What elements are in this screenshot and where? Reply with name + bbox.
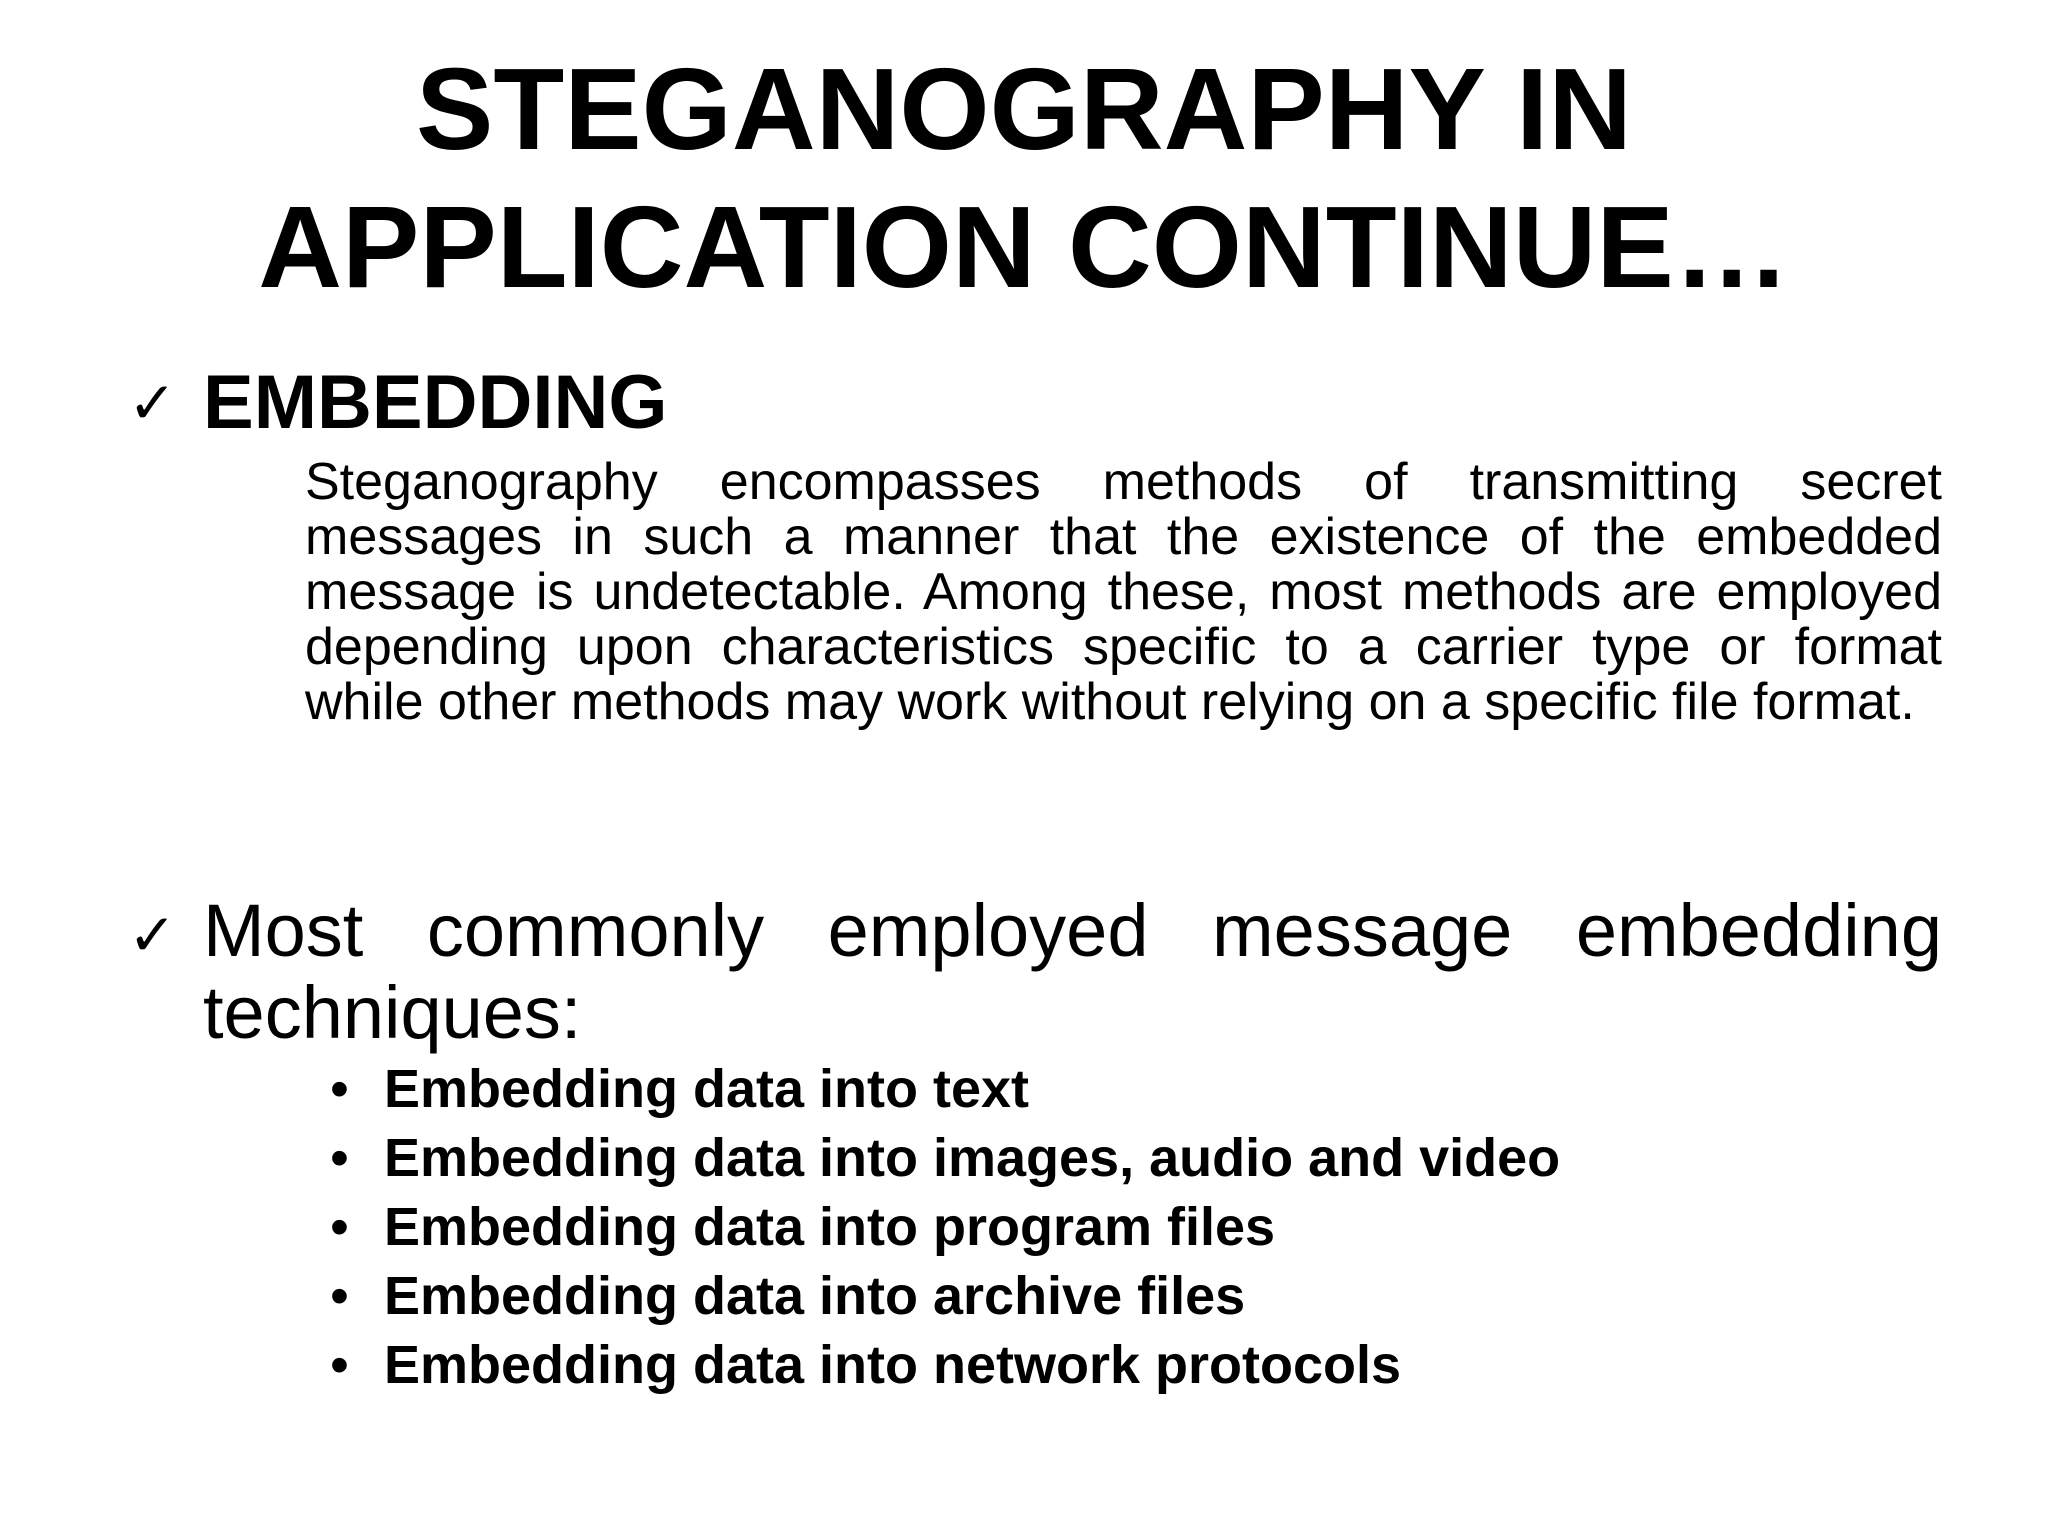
list-item-label: Embedding data into network protocols — [384, 1335, 1402, 1395]
list-item — [330, 1262, 1560, 1331]
bullet-icon: • — [330, 1266, 349, 1326]
checkmark-icon: ✓ — [128, 901, 177, 969]
techniques-list — [330, 1055, 1560, 1400]
list-item — [330, 1331, 1560, 1400]
list-item-label: Embedding data into text — [384, 1059, 1030, 1119]
bullet-icon: • — [330, 1128, 349, 1188]
list-item-label: Embedding data into archive files — [384, 1266, 1246, 1326]
slide-title-line-2: APPLICATION CONTINUE… — [258, 182, 1790, 312]
embedding-description: Steganography encompasses methods of transmitting secret messages in such a manner that the existence of the embedded message is undetectable. Among these, most methods are employed depending upon characteristics specific to a carrier type or format while other methods may work without relying on a specific file format. — [305, 453, 1942, 731]
section-heading-embedding: EMBEDDING — [203, 360, 668, 445]
list-item-label: Embedding data into program files — [384, 1197, 1276, 1257]
section-heading-techniques: Most commonly employed message embedding techniques: — [203, 889, 1942, 1054]
list-item — [330, 1124, 1560, 1193]
bullet-icon: • — [330, 1197, 349, 1257]
checkmark-icon: ✓ — [128, 369, 177, 437]
list-item — [330, 1193, 1560, 1262]
bullet-icon: • — [330, 1059, 349, 1119]
slide-title — [0, 40, 2048, 316]
list-item-label: Embedding data into images, audio and video — [384, 1128, 1561, 1188]
slide-title-line-1: STEGANOGRAPHY IN — [415, 44, 1633, 174]
list-item — [330, 1055, 1560, 1124]
bullet-icon: • — [330, 1335, 349, 1395]
